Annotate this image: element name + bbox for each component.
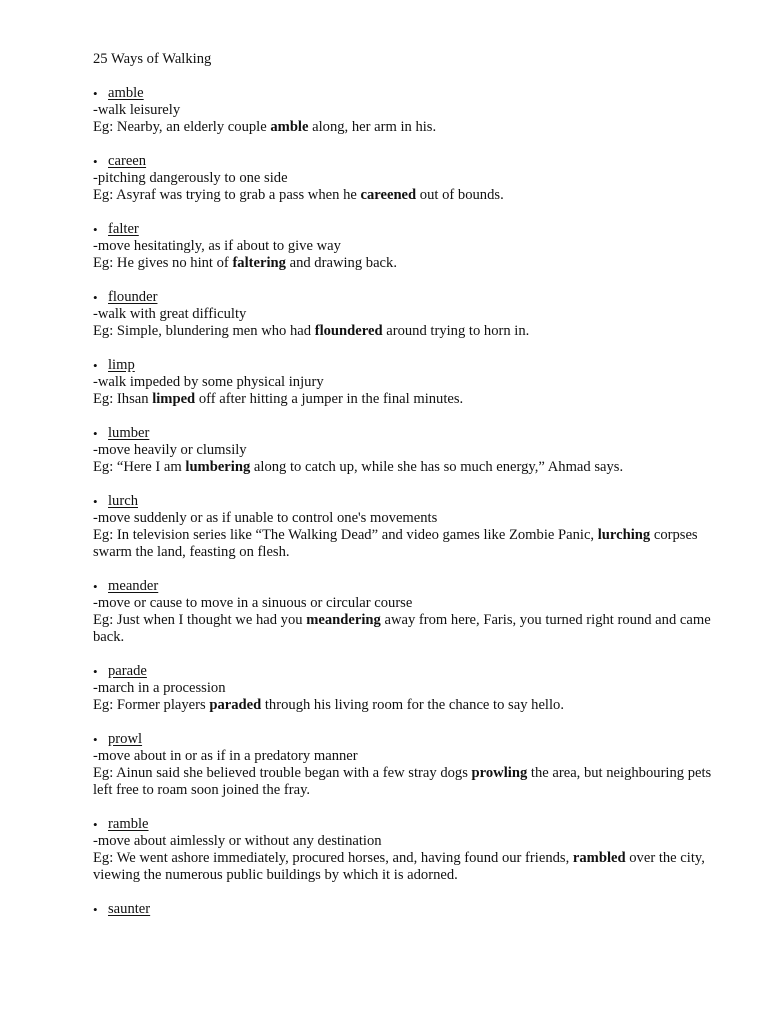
entry-word: lurch <box>108 493 138 509</box>
entry-heading <box>93 816 733 833</box>
entry-definition: -move or cause to move in a sinuous or circular course <box>93 595 413 611</box>
bullet-icon: • <box>93 426 98 441</box>
entry-example <box>93 527 733 561</box>
entry-definition: -walk leisurely <box>93 102 181 118</box>
entry-word: limp <box>108 357 135 373</box>
entry-careen <box>93 153 733 204</box>
entry-heading <box>93 153 733 170</box>
example-text-after: away from here, Faris, you turned right round and came back. <box>93 612 711 645</box>
entry-definition: -pitching dangerously to one side <box>93 170 288 186</box>
entry-example <box>93 459 733 476</box>
entry-falter <box>93 221 733 272</box>
bullet-icon: • <box>93 664 98 679</box>
entry-parade <box>93 663 733 714</box>
entry-amble <box>93 85 733 136</box>
bullet-icon: • <box>93 902 98 917</box>
entry-heading <box>93 357 733 374</box>
entry-heading <box>93 578 733 595</box>
entry-heading <box>93 731 733 748</box>
entry-word: amble <box>108 85 144 101</box>
entry-word: meander <box>108 578 159 594</box>
entry-example <box>93 391 733 408</box>
entry-prowl <box>93 731 733 799</box>
entry-example <box>93 255 733 272</box>
entry-heading <box>93 85 733 102</box>
entry-list <box>93 85 733 918</box>
entry-ramble <box>93 816 733 884</box>
entry-limp <box>93 357 733 408</box>
example-text-before: Eg: Ihsan <box>93 391 153 407</box>
entry-heading <box>93 289 733 306</box>
bullet-icon: • <box>93 579 98 594</box>
example-text-after: over the city, viewing the numerous public buildings by which it is adorned. <box>93 850 705 883</box>
entry-example <box>93 765 733 799</box>
entry-example <box>93 697 733 714</box>
entry-definition: -walk impeded by some physical injury <box>93 374 324 390</box>
entry-word: flounder <box>108 289 158 305</box>
example-text-after: around trying to horn in. <box>382 323 530 339</box>
example-text-after: and drawing back. <box>285 255 397 271</box>
bullet-icon: • <box>93 358 98 373</box>
example-keyword: paraded <box>209 697 262 713</box>
entry-definition: -move heavily or clumsily <box>93 442 247 458</box>
document-page <box>93 51 733 935</box>
entry-definition: -march in a procession <box>93 680 226 696</box>
entry-word: prowl <box>108 731 143 747</box>
entry-heading <box>93 221 733 238</box>
entry-lumber <box>93 425 733 476</box>
bullet-icon: • <box>93 732 98 747</box>
example-keyword: lumbering <box>185 459 251 475</box>
entry-lurch <box>93 493 733 561</box>
entry-example <box>93 612 733 646</box>
entry-definition: -move hesitatingly, as if about to give way <box>93 238 341 254</box>
entry-word: parade <box>108 663 147 679</box>
bullet-icon: • <box>93 222 98 237</box>
entry-example <box>93 187 733 204</box>
bullet-icon: • <box>93 154 98 169</box>
example-text-before: Eg: Ainun said she believed trouble began with a few stray dogs <box>93 765 472 781</box>
example-keyword: limped <box>152 391 196 407</box>
entry-flounder <box>93 289 733 340</box>
example-keyword: lurching <box>597 527 651 543</box>
example-text-before: Eg: “Here I am <box>93 459 186 475</box>
entry-meander <box>93 578 733 646</box>
bullet-icon: • <box>93 817 98 832</box>
example-text-before: Eg: Simple, blundering men who had <box>93 323 315 339</box>
entry-example <box>93 119 733 136</box>
entry-word: falter <box>108 221 139 237</box>
entry-word: careen <box>108 153 147 169</box>
example-keyword: meandering <box>306 612 381 628</box>
example-text-after: corpses swarm the land, feasting on flesh. <box>93 527 698 560</box>
example-text-after: along, her arm in his. <box>308 119 437 135</box>
example-text-after: off after hitting a jumper in the final minutes. <box>195 391 464 407</box>
example-text-before: Eg: Just when I thought we had you <box>93 612 307 628</box>
entry-definition: -move about in or as if in a predatory manner <box>93 748 358 764</box>
example-text-after: the area, but neighbouring pets left free to roam soon joined the fray. <box>93 765 712 798</box>
entry-heading <box>93 663 733 680</box>
entry-definition: -move suddenly or as if unable to control one's movements <box>93 510 438 526</box>
entry-heading <box>93 425 733 442</box>
entry-heading <box>93 901 733 918</box>
bullet-icon: • <box>93 86 98 101</box>
example-keyword: prowling <box>471 765 528 781</box>
entry-heading <box>93 493 733 510</box>
document-title: 25 Ways of Walking <box>93 51 212 67</box>
example-keyword: rambled <box>572 850 626 866</box>
example-keyword: amble <box>270 119 309 135</box>
entry-example <box>93 323 733 340</box>
bullet-icon: • <box>93 290 98 305</box>
example-keyword: faltering <box>232 255 286 271</box>
example-text-before: Eg: Asyraf was trying to grab a pass when he <box>93 187 361 203</box>
example-text-before: Eg: Former players <box>93 697 210 713</box>
example-text-after: through his living room for the chance to say hello. <box>261 697 564 713</box>
entry-definition: -move about aimlessly or without any destination <box>93 833 382 849</box>
entry-example <box>93 850 733 884</box>
entry-word: ramble <box>108 816 149 832</box>
entry-saunter <box>93 901 733 918</box>
example-text-before: Eg: In television series like “The Walking Dead” and video games like Zombie Panic, <box>93 527 598 543</box>
example-text-before: Eg: He gives no hint of <box>93 255 233 271</box>
entry-word: lumber <box>108 425 150 441</box>
example-keyword: careened <box>360 187 417 203</box>
entry-definition: -walk with great difficulty <box>93 306 247 322</box>
entry-word: saunter <box>108 901 151 917</box>
example-text-before: Eg: Nearby, an elderly couple <box>93 119 271 135</box>
bullet-icon: • <box>93 494 98 509</box>
example-text-after: out of bounds. <box>416 187 504 203</box>
example-text-before: Eg: We went ashore immediately, procured horses, and, having found our friends, <box>93 850 573 866</box>
example-text-after: along to catch up, while she has so much energy,” Ahmad says. <box>250 459 624 475</box>
example-keyword: floundered <box>314 323 383 339</box>
